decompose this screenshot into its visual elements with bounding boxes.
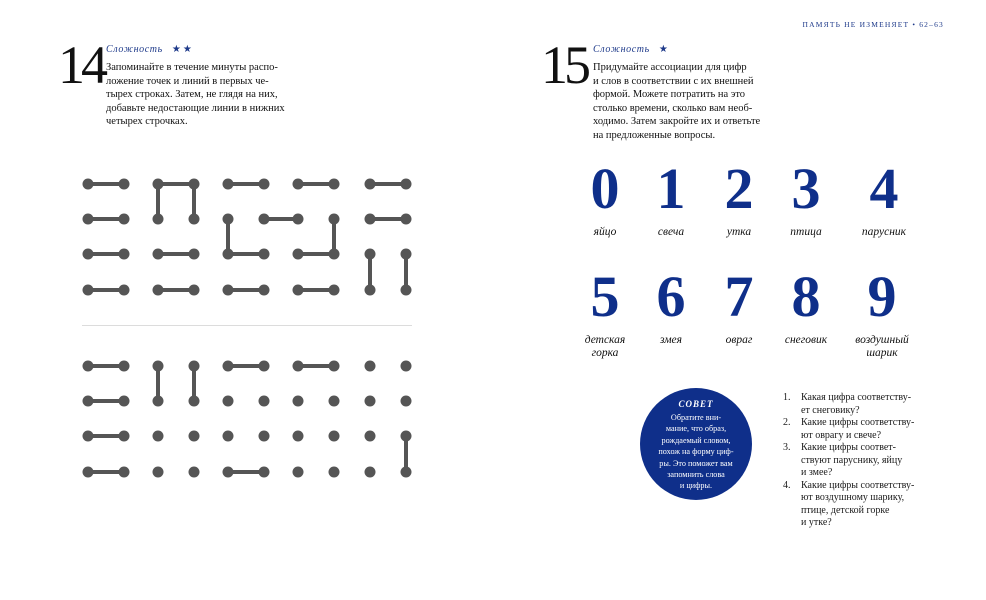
instruction-line: и слов в соответствии с их внешней xyxy=(593,75,754,87)
digit-7: 7 xyxy=(724,264,754,329)
word-balloon: воздушный шарик xyxy=(855,334,909,359)
grid-top-dot xyxy=(223,214,234,225)
tip-line: похож на форму циф- xyxy=(658,447,734,457)
question-number: 2. xyxy=(783,417,791,428)
grid-top-dot xyxy=(153,214,164,225)
grid-bottom-dot xyxy=(119,431,130,442)
grid-top-dot xyxy=(293,214,304,225)
grid-top-dot xyxy=(153,285,164,296)
grid-top-dot xyxy=(223,179,234,190)
digit-3: 3 xyxy=(791,156,821,221)
word-snowman: снеговик xyxy=(784,334,828,346)
question-line: и змее? xyxy=(801,467,833,478)
question-line: ют воздушному шарику, xyxy=(801,492,905,503)
instruction-line: Придумайте ассоциации для цифр xyxy=(593,62,747,73)
question-item xyxy=(783,392,933,417)
question-line: Какая цифра соответству- xyxy=(801,392,912,403)
grid-top-dot xyxy=(401,249,412,260)
grid-bottom-dot xyxy=(223,361,234,372)
grid-top-dot xyxy=(223,285,234,296)
puzzle-15-difficulty xyxy=(593,44,670,55)
digit-1: 1 xyxy=(656,156,686,221)
question-line: и утке? xyxy=(801,517,832,528)
grid-top-dot xyxy=(293,179,304,190)
tip-circle xyxy=(640,388,752,500)
grid-top-dot xyxy=(119,249,130,260)
grid-bottom-dot xyxy=(329,431,340,442)
grid-bottom-dot xyxy=(329,361,340,372)
question-item xyxy=(783,442,933,480)
word-candle: свеча xyxy=(657,226,685,238)
grid-bottom-dot xyxy=(189,431,200,442)
grid-top-dot xyxy=(153,179,164,190)
question-line: ют оврагу и свече? xyxy=(801,429,882,441)
grid-bottom-dot xyxy=(83,431,94,442)
grid-bottom-dot xyxy=(329,467,340,478)
grid-bottom-dot xyxy=(259,361,270,372)
puzzle-15-number: 15 xyxy=(541,35,587,95)
grid-bottom-dot xyxy=(153,467,164,478)
instruction-line: Запоминайте в течение минуты распо- xyxy=(106,62,278,73)
grid-top-dot xyxy=(119,214,130,225)
dot-grid-top xyxy=(80,175,420,295)
grid-top-dot xyxy=(83,214,94,225)
digit-6: 6 xyxy=(656,264,686,329)
grid-bottom-dot xyxy=(293,431,304,442)
question-item xyxy=(783,417,933,442)
word-duck: утка xyxy=(726,226,752,238)
grid-top-dot xyxy=(293,285,304,296)
grid-bottom-dot xyxy=(153,361,164,372)
digit-2: 2 xyxy=(724,156,754,221)
puzzle-14-instructions xyxy=(106,61,316,129)
puzzle-14-number: 14 xyxy=(58,35,104,95)
grid-bottom-dot xyxy=(83,361,94,372)
grid-bottom-dot xyxy=(259,396,270,407)
grid-top-dot xyxy=(329,179,340,190)
tip-line: запомнить слова xyxy=(667,470,725,480)
grid-bottom-dot xyxy=(365,431,376,442)
grid-bottom-dot xyxy=(401,431,412,442)
grid-top-dot xyxy=(365,285,376,296)
instruction-line: формой. Можете потратить на это xyxy=(593,89,746,100)
grid-bottom-dot xyxy=(189,396,200,407)
question-line: Какие цифры соответству- xyxy=(801,417,915,428)
tip-body xyxy=(650,412,742,492)
grid-bottom-dot xyxy=(293,467,304,478)
difficulty-label: Сложность xyxy=(593,44,650,55)
question-number: 4. xyxy=(783,479,791,491)
grid-bottom-dot xyxy=(329,396,340,407)
grid-top-dot xyxy=(365,179,376,190)
tip-line: и цифры. xyxy=(679,481,713,491)
instruction-line: добавьте недостающие линии в нижних xyxy=(106,102,285,114)
grid-bottom-dot xyxy=(401,396,412,407)
grid-bottom-dot xyxy=(189,467,200,478)
digit-5: 5 xyxy=(590,264,620,329)
digit-9: 9 xyxy=(867,264,897,329)
instruction-line: ходимо. Затем закройте их и ответьте xyxy=(593,116,761,127)
instruction-line: тырех строках. Затем, не глядя на них, xyxy=(106,89,278,100)
digit-0: 0 xyxy=(590,156,620,221)
grid-bottom-dot xyxy=(153,431,164,442)
grid-top-dot xyxy=(83,285,94,296)
word-snake: змея xyxy=(660,334,682,346)
word-sailboat: парусник xyxy=(861,226,907,238)
grid-top-dot xyxy=(83,179,94,190)
difficulty-stars-icon: ★ xyxy=(658,44,670,55)
grid-top-dot xyxy=(365,214,376,225)
digit-4: 4 xyxy=(869,156,899,221)
grid-top-dot xyxy=(153,249,164,260)
tip-title: СОВЕТ xyxy=(678,399,714,409)
grid-bottom-dot xyxy=(401,361,412,372)
puzzle-14-difficulty xyxy=(106,44,194,55)
grid-top-dot xyxy=(189,214,200,225)
tip-line: рождаемый словом, xyxy=(661,435,731,445)
grid-top-dot xyxy=(119,285,130,296)
question-line: Какие цифры соответству- xyxy=(801,479,915,491)
grid-top-dot xyxy=(259,249,270,260)
difficulty-stars-icon: ★★ xyxy=(171,44,194,55)
question-line: Какие цифры соответ- xyxy=(801,442,897,453)
word-slide: детская горка xyxy=(584,334,626,359)
word-ravine: овраг xyxy=(725,334,753,346)
instruction-line: четырех строчках. xyxy=(106,116,188,127)
grid-bottom-dot xyxy=(293,361,304,372)
grid-top-dot xyxy=(189,249,200,260)
grid-top-dot xyxy=(223,249,234,260)
tip-line: мание, что образ, xyxy=(665,424,727,434)
grid-top-dot xyxy=(329,249,340,260)
grid-bottom-dot xyxy=(293,396,304,407)
grid-bottom-dot xyxy=(259,467,270,478)
question-number: 1. xyxy=(783,392,791,403)
questions-list xyxy=(783,392,933,530)
grid-top-dot xyxy=(329,285,340,296)
grid-bottom-dot xyxy=(223,467,234,478)
grid-bottom-dot xyxy=(119,361,130,372)
grid-bottom-dot xyxy=(365,361,376,372)
grid-bottom-dot xyxy=(223,396,234,407)
grid-bottom-dot xyxy=(83,396,94,407)
instruction-line: на предложенные вопросы. xyxy=(593,129,716,141)
dot-grid-bottom xyxy=(80,357,420,477)
puzzle-15-instructions xyxy=(593,61,793,142)
grid-top-dot xyxy=(119,179,130,190)
grid-top-dot xyxy=(259,214,270,225)
instruction-line: столько времени, сколько вам необ- xyxy=(593,102,753,114)
grid-bottom-dot xyxy=(153,396,164,407)
digit-8: 8 xyxy=(791,264,821,329)
grid-bottom-dot xyxy=(259,431,270,442)
grid-top-dot xyxy=(401,285,412,296)
tip-line: ры. Это поможет вам xyxy=(659,458,733,468)
grid-top-dot xyxy=(365,249,376,260)
grid-bottom-dot xyxy=(119,467,130,478)
question-line: ет снеговику? xyxy=(801,404,860,416)
grid-top-dot xyxy=(401,179,412,190)
grid-bottom-dot xyxy=(401,467,412,478)
word-bird: птица xyxy=(790,226,822,238)
grid-bottom-dot xyxy=(365,396,376,407)
running-header: ПАМЯТЬ НЕ ИЗМЕНЯЕТ • 62–63 xyxy=(802,20,944,29)
grid-top-dot xyxy=(293,249,304,260)
tip-line: Обратите вни- xyxy=(670,413,722,422)
question-line: ствуют паруснику, яйцу xyxy=(801,454,903,466)
grid-top-dot xyxy=(259,179,270,190)
grid-top-dot xyxy=(401,214,412,225)
word-egg: яйцо xyxy=(593,226,617,238)
grid-bottom-dot xyxy=(365,467,376,478)
grid-bottom-dot xyxy=(223,431,234,442)
grid-bottom-dot xyxy=(189,361,200,372)
question-item xyxy=(783,480,933,530)
grid-top-dot xyxy=(259,285,270,296)
grid-top-dot xyxy=(189,285,200,296)
grid-bottom-dot xyxy=(119,396,130,407)
grid-bottom-dot xyxy=(83,467,94,478)
question-number: 3. xyxy=(783,442,791,453)
instruction-line: ложение точек и линий в первых че- xyxy=(106,75,269,87)
grid-top-dot xyxy=(329,214,340,225)
grid-top-dot xyxy=(189,179,200,190)
difficulty-label: Сложность xyxy=(106,44,163,55)
question-line: птице, детской горке xyxy=(801,504,890,516)
right-page xyxy=(493,0,986,600)
grid-divider xyxy=(82,325,412,326)
grid-top-dot xyxy=(83,249,94,260)
